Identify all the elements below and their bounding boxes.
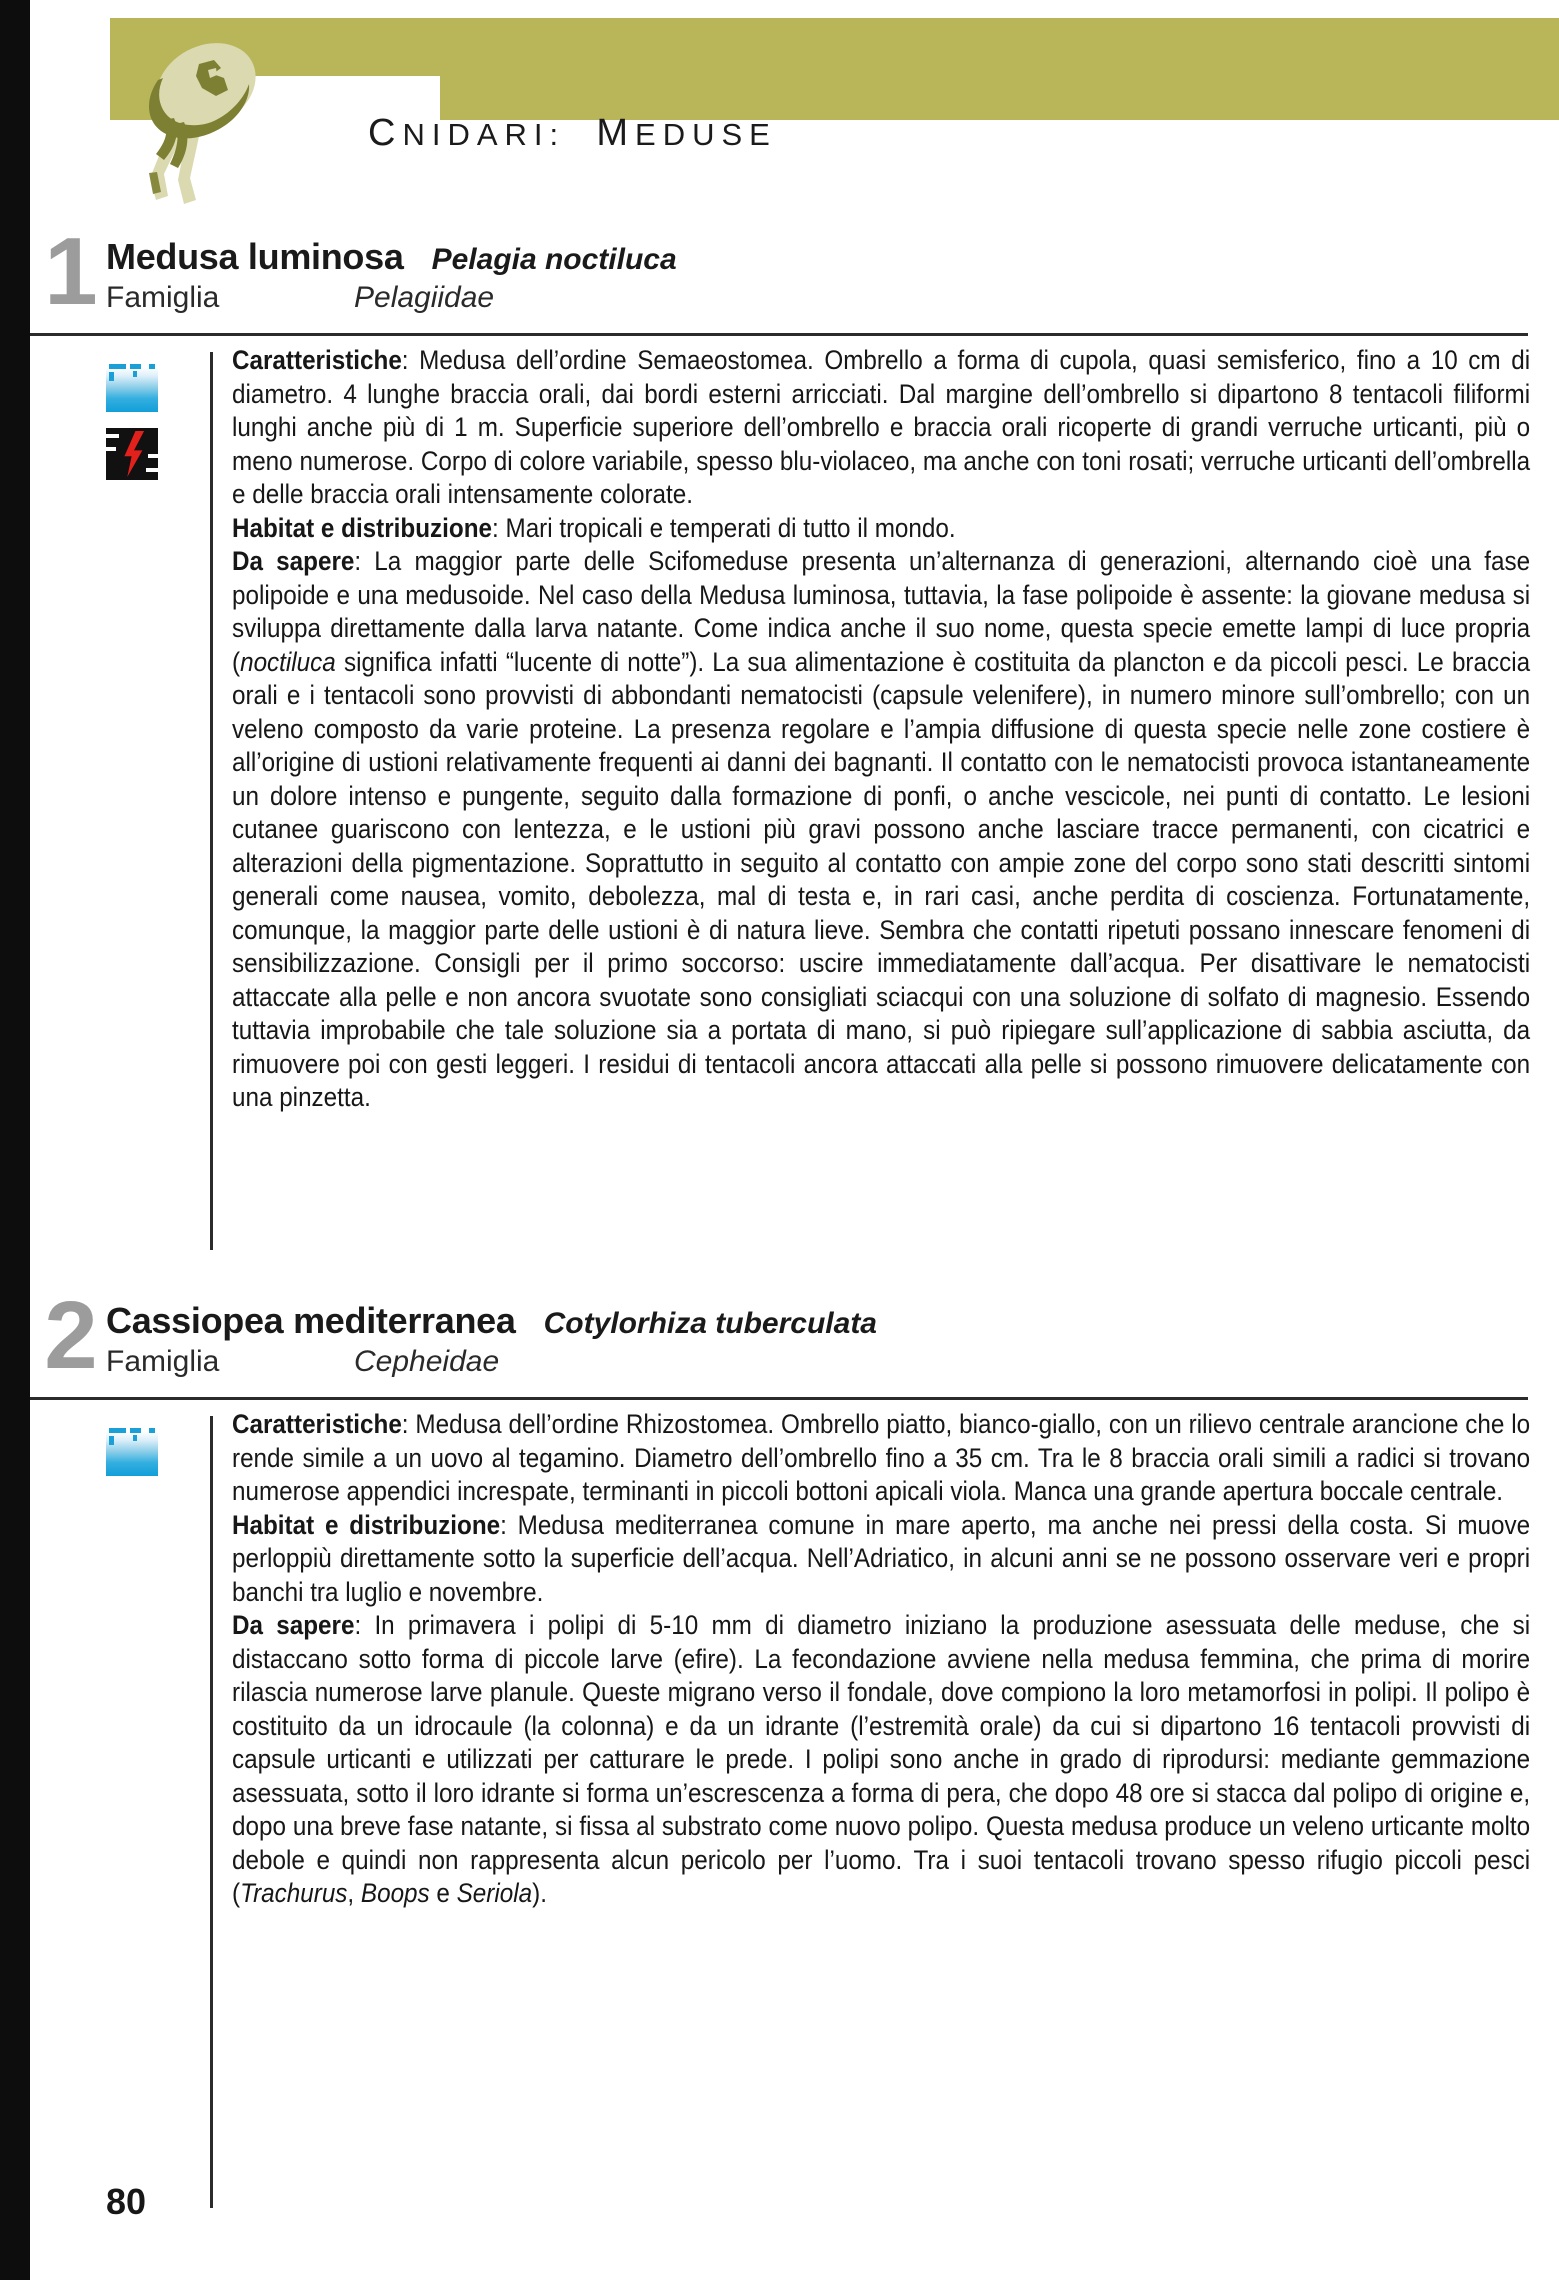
species-number-2: 2 <box>44 1282 98 1389</box>
body-divider-rule-1 <box>210 352 213 1250</box>
page-title-word-1: NIDARI: <box>402 117 566 152</box>
heading-rule-1 <box>30 333 1528 336</box>
water-habitat-icon <box>106 360 158 412</box>
paragraph-text: : Mari tropicali e temperati di tutto il mondo. <box>492 512 956 543</box>
paragraph-dasapere-1 <box>232 545 1530 1115</box>
paragraph-habitat-1 <box>232 512 1530 546</box>
species-heading-2 <box>106 1300 1526 1379</box>
body-divider-rule-2 <box>210 1416 213 2208</box>
species-common-name-2: Cassiopea mediterranea <box>106 1300 516 1341</box>
paragraph-label: Da sapere <box>232 1610 355 1640</box>
species-common-name-1: Medusa luminosa <box>106 236 404 277</box>
paragraph-text: : Medusa mediterranea comune in mare aperto, ma anche nei pressi della costa. Si muove perloppiù direttamente sotto la superficie dell’acqua. Nell’Adriatico, in alcuni anni se ne possono osservare veri e propri banchi tra luglio e novembre. <box>232 1509 1531 1607</box>
paragraph-habitat-2 <box>232 1509 1530 1610</box>
paragraph-text: : La maggior parte delle Scifomeduse presenta un’alternanza di generazioni, alternando cioè una fase polipoide e una medusoide. Nel caso della Medusa luminosa, tuttavia, la fase polipoide è assente: la giovane medusa si sviluppa direttamente dalla larva natante. Come indica anche il suo nome, questa specie emette lampi di luce propria (noctiluca significa infatti “lucente di notte”). La sua alimentazione è costituita da plancton e da piccoli pesci. Le braccia orali e i tentacoli sono provvisti di abbondanti nematocisti (capsule velenifere), in numero minore sull’ombrello; con un veleno composto da varie proteine. La presenza regolare e l’ampia diffusione di questa specie nelle zone costiere è all’origine di ustioni relativamente frequenti ai danni dei bagnanti. Il contatto con le nematocisti provoca istantaneamente un dolore intenso e pungente, seguito dalla formazione di ponfi, o anche vescicole, nei punti di contatto. Le lesioni cutanee guariscono con lentezza, e le ustioni più gravi possono anche lasciare tracce permanenti, con cicatrici e alterazioni della pigmentazione. Soprattutto in seguito al contatto con ampie zone del corpo sono stati descritti sintomi generali come nausea, vomito, debolezza, mal di testa e, in rari casi, anche perdita di coscienza. Fortunatamente, comunque, la maggior parte delle ustioni è di natura lieve. Sembra che contatti ripetuti possano innescare fenomeni di sensibilizzazione. Consigli per il primo soccorso: uscire immediatamente dall’acqua. Per disattivare le nematocisti attaccate alla pelle e non ancora svuotate sono consigliati sciacqui con una soluzione di solfato di magnesio. Essendo tuttavia improbabile che tale soluzione sia a portata di mano, si può ripiegare sull’applicazione di sabbia asciutta, da rimuovere poi con gesti leggeri. I residui di tentacoli ancora attaccati alla pelle si possono rimuovere delicatamente con una pinzetta. <box>232 546 1531 1112</box>
paragraph-caratteristiche-1 <box>232 344 1530 512</box>
water-habitat-icon <box>106 1424 158 1476</box>
heading-rule-2 <box>30 1397 1528 1400</box>
page-title-initial-2: M <box>596 112 636 154</box>
species-family-row-2 <box>106 1345 1526 1379</box>
page-number: 80 <box>106 2181 147 2222</box>
text-column-1 <box>232 344 1530 1115</box>
paragraph-label: Caratteristiche <box>232 1409 402 1439</box>
paragraph-caratteristiche-2 <box>232 1408 1530 1509</box>
sting-warning-icon <box>106 428 158 480</box>
family-name-2: Cepheidae <box>354 1345 500 1378</box>
icon-column-1 <box>106 360 168 480</box>
species-heading-1 <box>106 236 1526 315</box>
icon-column-2 <box>106 1424 168 1476</box>
page-edge-strip <box>0 0 30 2280</box>
family-label-2: Famiglia <box>106 1345 220 1378</box>
paragraph-label: Habitat e distribuzione <box>232 1509 501 1540</box>
paragraph-text: : Medusa dell’ordine Semaeostomea. Ombrello a forma di cupola, quasi semisferico, fino a 10 cm di diametro. 4 lunghe braccia orali, dai bordi esterni arricciati. Dal margine dell’ombrello si dipartono 8 tentacoli filiformi lunghi anche più di 1 m. Superficie superiore dell’ombrello e braccia orali ricoperte di grandi verruche urticanti, più o meno numerose. Corpo di colore variabile, spesso blu-violaceo, ma anche con toni rosati; verruche urticanti dell’ombrella e delle braccia orali intensamente colorate. <box>232 345 1531 509</box>
jellyfish-icon <box>104 28 304 206</box>
paragraph-dasapere-2 <box>232 1609 1530 1911</box>
species-latin-name-2: Cotylorhiza tuberculata <box>543 1307 877 1340</box>
paragraph-text: : In primavera i polipi di 5-10 mm di diametro iniziano la produzione asessuata delle meduse, che si distaccano sotto forma di piccole larve (efire). La fecondazione avviene nella medusa femmina, che prima di morire rilascia numerose larve planule. Queste migrano verso il fondale, dove compiono la loro metamorfosi in polipi. Il polipo è costituito da un idrocaule (la colonna) e da un idrante (l’estremità orale) da cui si dipartono 16 tentacoli provvisti di capsule urticanti e utilizzati per catturare le prede. I polipi sono anche in grado di riprodursi: mediante gemmazione asessuata, sotto il loro idrante si forma un’escrescenza a forma di pera, che dopo 48 ore si stacca dal polipo di origine e, dopo una breve fase natante, si fissa al substrato come nuovo polipo. Questa medusa produce un veleno urticante molto debole e quindi non rappresenta alcun pericolo per l’uomo. Tra i suoi tentacoli trovano spesso rifugio piccoli pesci (Trachurus, Boops e Seriola). <box>232 1610 1531 1908</box>
text-column-2 <box>232 1408 1530 1911</box>
page-title-word-2: EDUSE <box>635 117 777 152</box>
species-family-row-1 <box>106 281 1526 315</box>
page-title <box>368 112 777 155</box>
page-title-initial-1: C <box>368 112 403 154</box>
paragraph-label: Caratteristiche <box>232 345 402 375</box>
paragraph-label: Da sapere <box>232 546 355 576</box>
species-number-1: 1 <box>44 218 98 325</box>
family-label-1: Famiglia <box>106 281 220 314</box>
paragraph-label: Habitat e distribuzione <box>232 512 493 543</box>
family-name-1: Pelagiidae <box>354 281 495 314</box>
species-latin-name-1: Pelagia noctiluca <box>431 243 677 276</box>
paragraph-text: : Medusa dell’ordine Rhizostomea. Ombrello piatto, bianco-giallo, con un rilievo centrale arancione che lo rende simile a un uovo al tegamino. Diametro dell’ombrello fino a 35 cm. Tra le 8 braccia orali simili a radici si trovano numerose appendici increspate, terminanti in piccoli bottoni apicali viola. Manca una grande apertura boccale centrale. <box>232 1409 1531 1506</box>
